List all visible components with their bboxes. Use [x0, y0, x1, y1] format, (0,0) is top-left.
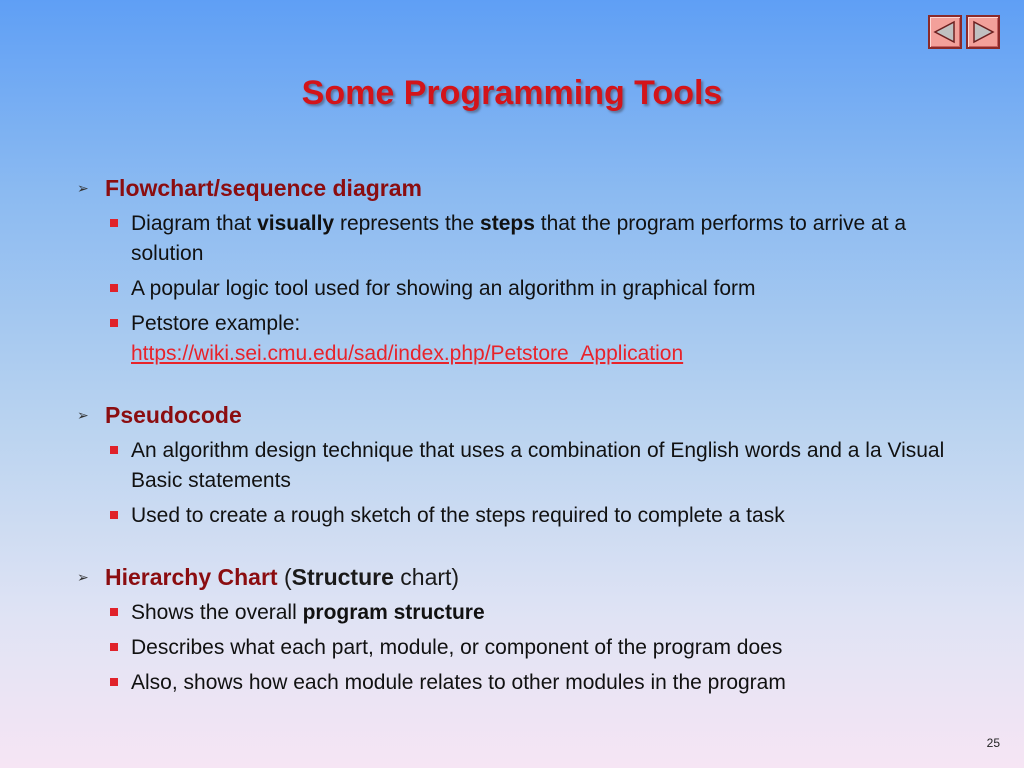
list-item: [75, 274, 975, 304]
bullet-text: Diagram that: [131, 212, 258, 235]
square-bullet-icon: [110, 446, 118, 454]
bullet-text: An algorithm design technique that uses a combination of English words and a la Visual Basic statements: [131, 439, 945, 492]
square-bullet-icon: [110, 319, 118, 327]
arrow-bullet-icon: ➢: [77, 407, 89, 423]
heading-rest: chart): [393, 564, 460, 590]
next-slide-button[interactable]: [966, 15, 1000, 49]
section-heading: [75, 399, 975, 431]
slide-navigation: [928, 15, 1000, 49]
bullet-text: Describes what each part, module, or component of the program does: [131, 636, 783, 659]
square-bullet-icon: [110, 219, 118, 227]
petstore-link[interactable]: https://wiki.sei.cmu.edu/sad/index.php/Petstore_Application: [131, 342, 684, 365]
heading-text: Hierarchy Chart: [105, 564, 278, 590]
arrow-bullet-icon: ➢: [77, 569, 89, 585]
heading-strong: Structure: [291, 564, 394, 590]
triangle-right-icon: [970, 20, 996, 44]
list-item: [75, 309, 975, 369]
list-item: [75, 209, 975, 269]
square-bullet-icon: [110, 678, 118, 686]
triangle-left-icon: [932, 20, 958, 44]
slide-title: Some Programming Tools: [301, 74, 723, 112]
section-heading: [75, 561, 975, 593]
bold-text: steps: [480, 212, 535, 235]
bullet-text: A popular logic tool used for showing an algorithm in graphical form: [131, 277, 756, 300]
list-item: [75, 501, 975, 531]
previous-slide-button[interactable]: [928, 15, 962, 49]
square-bullet-icon: [110, 284, 118, 292]
bold-text: visually: [257, 212, 335, 235]
list-item: [75, 598, 975, 628]
section-flowchart: [75, 172, 975, 369]
square-bullet-icon: [110, 643, 118, 651]
square-bullet-icon: [110, 511, 118, 519]
bullet-text: Petstore example:: [131, 312, 301, 335]
section-pseudocode: [75, 399, 975, 531]
list-item: [75, 633, 975, 663]
list-item: [75, 668, 975, 698]
heading-text: Flowchart/sequence diagram: [105, 175, 422, 201]
slide-content: [75, 172, 975, 698]
heading-text: Pseudocode: [105, 402, 242, 428]
bullet-text: Used to create a rough sketch of the steps required to complete a task: [131, 504, 785, 527]
bold-text: program structure: [302, 601, 485, 624]
section-hierarchy-chart: [75, 561, 975, 698]
list-item: [75, 436, 975, 496]
heading-paren: (: [277, 564, 292, 590]
bullet-text: represents the: [334, 212, 481, 235]
square-bullet-icon: [110, 608, 118, 616]
section-heading: [75, 172, 975, 204]
bullet-text: Shows the overall: [131, 601, 303, 624]
bullet-text: that the program performs to arrive at a solution: [131, 212, 907, 265]
bullet-text: Also, shows how each module relates to other modules in the program: [131, 671, 786, 694]
arrow-bullet-icon: ➢: [77, 180, 89, 196]
page-number: 25: [986, 736, 1000, 750]
